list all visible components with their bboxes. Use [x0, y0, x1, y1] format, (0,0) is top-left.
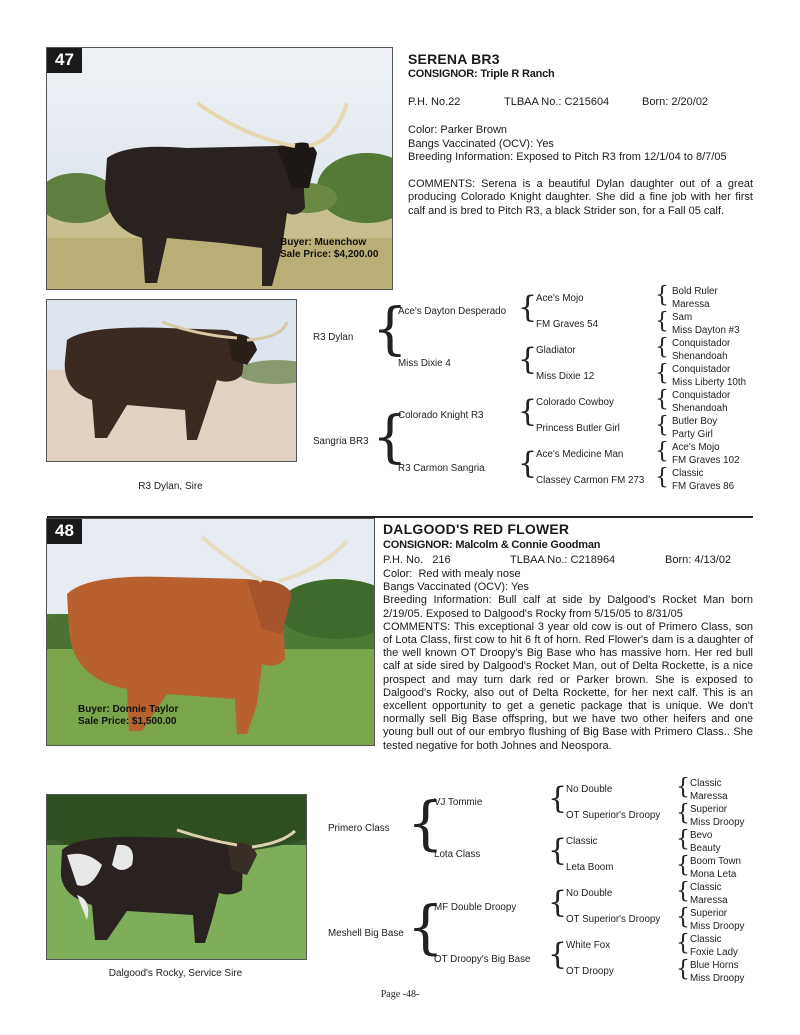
- brace: {: [676, 957, 690, 982]
- pedigree-gen2: Colorado Knight R3: [398, 410, 484, 421]
- bangs-text: Bangs Vaccinated (OCV): Yes: [383, 581, 529, 594]
- sale-price: Sale Price: $4,200.00: [280, 249, 379, 260]
- lot47-sire-caption: R3 Dylan, Sire: [138, 481, 203, 492]
- pedigree-gen4: Maressa: [690, 895, 728, 906]
- sale-price: Sale Price: $1,500.00: [78, 716, 177, 727]
- brace: {: [407, 789, 444, 857]
- pedigree-gen3: Colorado Cowboy: [536, 397, 614, 408]
- lot-number-badge: 48: [47, 519, 82, 544]
- color-text: Color: Parker Brown: [408, 124, 508, 136]
- brace: {: [655, 387, 669, 412]
- buyer-name: Buyer: Donnie Taylor: [78, 704, 179, 715]
- pedigree-gen2: VJ Tommie: [434, 797, 483, 808]
- page-number: Page -48-: [380, 989, 420, 1000]
- birth-date: Born: 4/13/02: [665, 554, 732, 566]
- pedigree-gen3: OT Droopy: [566, 966, 614, 977]
- pedigree-gen4: Conquistador: [672, 390, 731, 401]
- brace: {: [655, 309, 669, 334]
- pedigree-gen4: Mona Leta: [690, 869, 737, 880]
- pedigree-gen3: Ace's Mojo: [536, 293, 584, 304]
- brace: {: [518, 446, 538, 481]
- lot48-title: DALGOOD'S RED FLOWER: [383, 521, 570, 537]
- lot48-details: [383, 568, 753, 753]
- brace: {: [548, 833, 568, 868]
- pedigree-gen4: Classic: [690, 934, 722, 945]
- brace: {: [407, 893, 444, 961]
- pedigree-gen4: Shenandoah: [672, 351, 728, 362]
- pedigree-gen2: Lota Class: [434, 849, 481, 860]
- pedigree-gen3: OT Superior's Droopy: [566, 914, 661, 925]
- pedigree-gen4: Boom Town: [690, 856, 742, 867]
- brace: {: [655, 465, 669, 490]
- pedigree-gen3: Princess Butler Girl: [536, 423, 620, 434]
- lot47-details: [408, 124, 753, 218]
- brace: {: [655, 283, 669, 308]
- pedigree-gen4: Miss Dayton #3: [672, 325, 740, 336]
- pedigree-gen4: Bold Ruler: [672, 286, 718, 297]
- brace: {: [676, 801, 690, 826]
- pedigree-gen3: White Fox: [566, 940, 611, 951]
- pedigree-gen4: Shenandoah: [672, 403, 728, 414]
- comments-text: COMMENTS: This exceptional 3 year old cow is out of Primero Class, son of Lota Class, first cow to hit 6 ft of horn. Red Flower's dam is a daughter of the well known OT Droopy's Big Base who has massive horn. Her red bull calf at side sired by Dalgood's Rocket Man, out of Delta Rockette, is a nice prospect and may turn dark red or Parker brown. She is exposed to Dalgood's Rocky, also out of Delta Rockette, for her next calf. This is an excellent opportunity to get a genetic package that is unique. We don't normally sell Big Base offspring, but we have two other heifers and one young bull out of our embryo flushing of Big Base with Primero Class.. She tested negative for both Johnes and Neospora.: [383, 620, 753, 752]
- brace: {: [518, 342, 538, 377]
- brace: {: [372, 405, 408, 470]
- buyer-label: [280, 237, 378, 261]
- brace: {: [676, 905, 690, 930]
- pedigree-gen4: Blue Horns: [690, 960, 739, 971]
- pedigree-gen4: Party Girl: [672, 429, 713, 440]
- brace: {: [372, 297, 408, 362]
- lot-number-badge: 47: [47, 48, 82, 73]
- pedigree-sire: R3 Dylan: [313, 332, 354, 343]
- brace: {: [548, 781, 568, 816]
- brace: {: [676, 879, 690, 904]
- pedigree-gen4: Maressa: [690, 791, 728, 802]
- pedigree-gen4: Classic: [672, 468, 704, 479]
- brace: {: [548, 937, 568, 972]
- tlbaa-number: TLBAA No.: C215604: [504, 96, 610, 108]
- comments-text: COMMENTS: Serena is a beautiful Dylan daughter out of a great producing Colorado Knight daughter. She did a fine job with her first calf and is bred to Pitch R3, a black Strider son, for a Fall 05 calf.: [408, 177, 753, 217]
- pedigree-gen3: Miss Dixie 12: [536, 371, 595, 382]
- pedigree-gen4: Miss Droopy: [690, 921, 745, 932]
- brace: {: [655, 439, 669, 464]
- pedigree-gen4: Foxie Lady: [690, 947, 738, 958]
- pedigree-gen4: Sam: [672, 312, 693, 323]
- brace: {: [676, 853, 690, 878]
- ph-number: P.H. No.22: [408, 96, 461, 108]
- pedigree-gen3: Classic: [566, 836, 598, 847]
- pedigree-gen4: Superior: [690, 908, 728, 919]
- pedigree-gen4: Ace's Mojo: [672, 442, 720, 453]
- brace: {: [518, 290, 538, 325]
- pedigree-gen3: Gladiator: [536, 345, 576, 356]
- pedigree-gen4: Conquistador: [672, 364, 731, 375]
- pedigree-gen3: Leta Boom: [566, 862, 614, 873]
- pedigree-dam: Sangria BR3: [313, 436, 369, 447]
- sire-photo-illustration: [47, 300, 296, 461]
- pedigree-gen4: FM Graves 102: [672, 455, 740, 466]
- pedigree-gen4: Bevo: [690, 830, 713, 841]
- pedigree-gen3: No Double: [566, 888, 613, 899]
- buyer-name: Buyer: Muenchow: [280, 237, 367, 248]
- brace: {: [676, 827, 690, 852]
- pedigree-gen2: MF Double Droopy: [434, 902, 517, 913]
- brace: {: [655, 361, 669, 386]
- lot48-sire-photo: [46, 794, 307, 960]
- buyer-label: [78, 704, 178, 728]
- brace: {: [676, 931, 690, 956]
- brace: {: [676, 775, 690, 800]
- brace: {: [548, 885, 568, 920]
- pedigree-gen4: Miss Droopy: [690, 817, 745, 828]
- lot48-sire-caption: Dalgood's Rocky, Service Sire: [108, 968, 243, 979]
- pedigree-gen4: Miss Liberty 10th: [672, 377, 747, 388]
- color-text: Color: Red with mealy nose: [383, 568, 521, 580]
- pedigree-gen3: Classey Carmon FM 273: [536, 475, 645, 486]
- tlbaa-number: TLBAA No.: C218964: [510, 554, 616, 566]
- pedigree-gen4: Classic: [690, 778, 722, 789]
- bangs-text: Bangs Vaccinated (OCV): Yes: [408, 137, 554, 150]
- brace: {: [518, 394, 538, 429]
- pedigree-gen4: FM Graves 86: [672, 481, 735, 492]
- pedigree-gen4: Classic: [690, 882, 722, 893]
- breeding-text: Breeding Information: Exposed to Pitch R3 from 12/1/04 to 8/7/05: [408, 151, 727, 163]
- lot47-sire-photo: [46, 299, 297, 462]
- pedigree-gen2: OT Droopy's Big Base: [434, 954, 531, 965]
- birth-date: Born: 2/20/02: [642, 96, 709, 108]
- pedigree-dam: Meshell Big Base: [328, 928, 404, 939]
- pedigree-gen2: Miss Dixie 4: [398, 358, 451, 369]
- pedigree-gen4: Butler Boy: [672, 416, 718, 427]
- ph-number: P.H. No. 216: [383, 554, 451, 566]
- pedigree-gen3: Ace's Medicine Man: [536, 449, 624, 460]
- pedigree-gen2: Ace's Dayton Desperado: [398, 306, 507, 317]
- breeding-text: Breeding Information: Bull calf at side by Dalgood's Rocket Man born 2/19/05. Exposed to Dalgood's Rocky from 5/15/05 to 8/31/05: [383, 594, 753, 620]
- brace: {: [655, 413, 669, 438]
- lot47-title: SERENA BR3: [408, 51, 500, 67]
- lot47-main-photo: [46, 47, 393, 290]
- pedigree-gen3: No Double: [566, 784, 613, 795]
- lot47-consignor: CONSIGNOR: Triple R Ranch: [408, 68, 555, 80]
- pedigree-gen4: Miss Droopy: [690, 973, 745, 984]
- pedigree-gen4: Conquistador: [672, 338, 731, 349]
- lot48-registration-row: [383, 554, 753, 568]
- pedigree-gen3: FM Graves 54: [536, 319, 599, 330]
- pedigree-gen4: Superior: [690, 804, 728, 815]
- pedigree-gen4: Maressa: [672, 299, 710, 310]
- sire-photo-illustration: [47, 795, 306, 959]
- pedigree-gen4: Beauty: [690, 843, 721, 854]
- pedigree-gen2: R3 Carmon Sangria: [398, 463, 485, 474]
- brace: {: [655, 335, 669, 360]
- pedigree-gen3: OT Superior's Droopy: [566, 810, 661, 821]
- pedigree-sire: Primero Class: [328, 823, 390, 834]
- lot48-consignor: CONSIGNOR: Malcolm & Connie Goodman: [383, 539, 601, 551]
- lot48-main-photo: [46, 518, 375, 746]
